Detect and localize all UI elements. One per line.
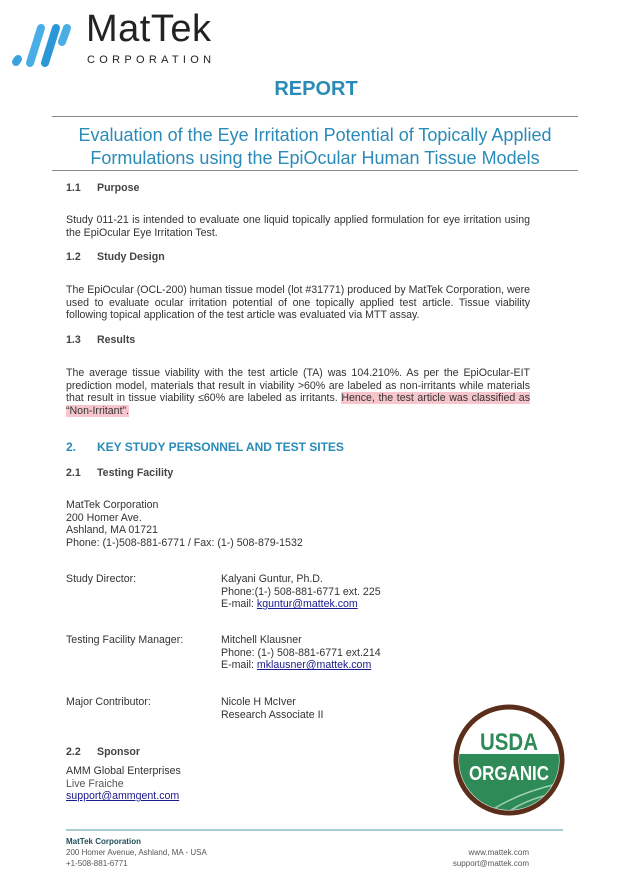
report-title xyxy=(52,124,578,170)
person-facility-manager: Testing Facility Manager: Mitchell Klausner Phone: (1-) 508-881-6771 ext.214 E-mail: mklausner@mattek.com xyxy=(66,634,381,672)
sponsor-info: AMM Global Enterprises Live Fraiche support@ammgent.com xyxy=(66,765,181,803)
title-bottom-rule xyxy=(52,170,578,171)
title-line-2: Formulations using the EpiOcular Human Tissue Models xyxy=(90,148,540,168)
title-top-rule xyxy=(52,116,578,117)
report-label: REPORT xyxy=(274,78,358,100)
design-text: The EpiOcular (OCL-200) human tissue model (lot #31771) produced by MatTek Corporation, were used to evaluate ocular irritation potential of one topically applied test article. Tissue viability following topical application of the test article was evaluated via MTT assay. xyxy=(66,284,530,322)
results-text: The average tissue viability with the test article (TA) was 104.210%. As per the EpiOcular-EIT prediction model, materials that result in viability >60% are labeled as non-irritants while materials that result in tissue viability ≤60% are labeled as irritants. Hence, the test article was classified as “Non-Irritant”. xyxy=(66,367,530,417)
usda-organic-seal xyxy=(453,704,565,816)
email-link[interactable]: mklausner@mattek.com xyxy=(256,659,372,672)
section-heading-results: 1.3 Results xyxy=(66,334,136,346)
results-conclusion-highlight: Hence, the test article was classified as “Non-Irritant”. xyxy=(66,392,530,417)
role-label: Study Director: xyxy=(66,573,137,585)
purpose-text: Study 011-21 is intended to evaluate one liquid topically applied formulation for eye irritation using the EpiOcular Eye Irritation Test. xyxy=(66,214,530,239)
section-heading-design: 1.2 Study Design xyxy=(66,251,165,263)
footer-left: MatTek Corporation 200 Homer Avenue, Ashland, MA - USA +1-508-881-6771 xyxy=(66,837,207,868)
role-label: Testing Facility Manager: xyxy=(66,634,184,646)
sponsor-email-link[interactable]: support@ammgent.com xyxy=(66,790,180,803)
footer-rule xyxy=(66,829,563,831)
role-label: Major Contributor: xyxy=(66,696,151,708)
footer-website[interactable]: www.mattek.com xyxy=(468,848,529,857)
footer-right xyxy=(453,847,529,869)
section-heading-sponsor: 2.2 Sponsor xyxy=(66,746,140,758)
facility-address: MatTek Corporation 200 Homer Ave. Ashland, MA 01721 Phone: (1-)508-881-6771 / Fax: (1-) 508-879-1532 xyxy=(66,499,303,549)
seal-usda-text: USDA xyxy=(480,729,538,756)
title-line-1: Evaluation of the Eye Irritation Potential of Topically Applied xyxy=(78,125,552,145)
seal-organic-text: ORGANIC xyxy=(469,763,549,785)
mattek-logo xyxy=(10,8,240,70)
section-heading-personnel: 2. KEY STUDY PERSONNEL AND TEST SITES xyxy=(66,440,344,454)
email-link[interactable]: kguntur@mattek.com xyxy=(256,598,358,611)
section-heading-facility: 2.1 Testing Facility xyxy=(66,467,174,479)
logo-name: MatTek xyxy=(86,8,212,50)
logo-subtitle: CORPORATION xyxy=(87,54,216,66)
person-major-contributor: Major Contributor: Nicole H McIver Research Associate II xyxy=(66,696,324,721)
logo-mark-icon xyxy=(10,16,76,70)
section-heading-purpose: 1.1 Purpose xyxy=(66,182,140,194)
footer-email[interactable]: support@mattek.com xyxy=(452,859,529,868)
person-study-director: Study Director: Kalyani Guntur, Ph.D. Phone:(1-) 508-881-6771 ext. 225 E-mail: kguntur@mattek.com xyxy=(66,573,381,611)
